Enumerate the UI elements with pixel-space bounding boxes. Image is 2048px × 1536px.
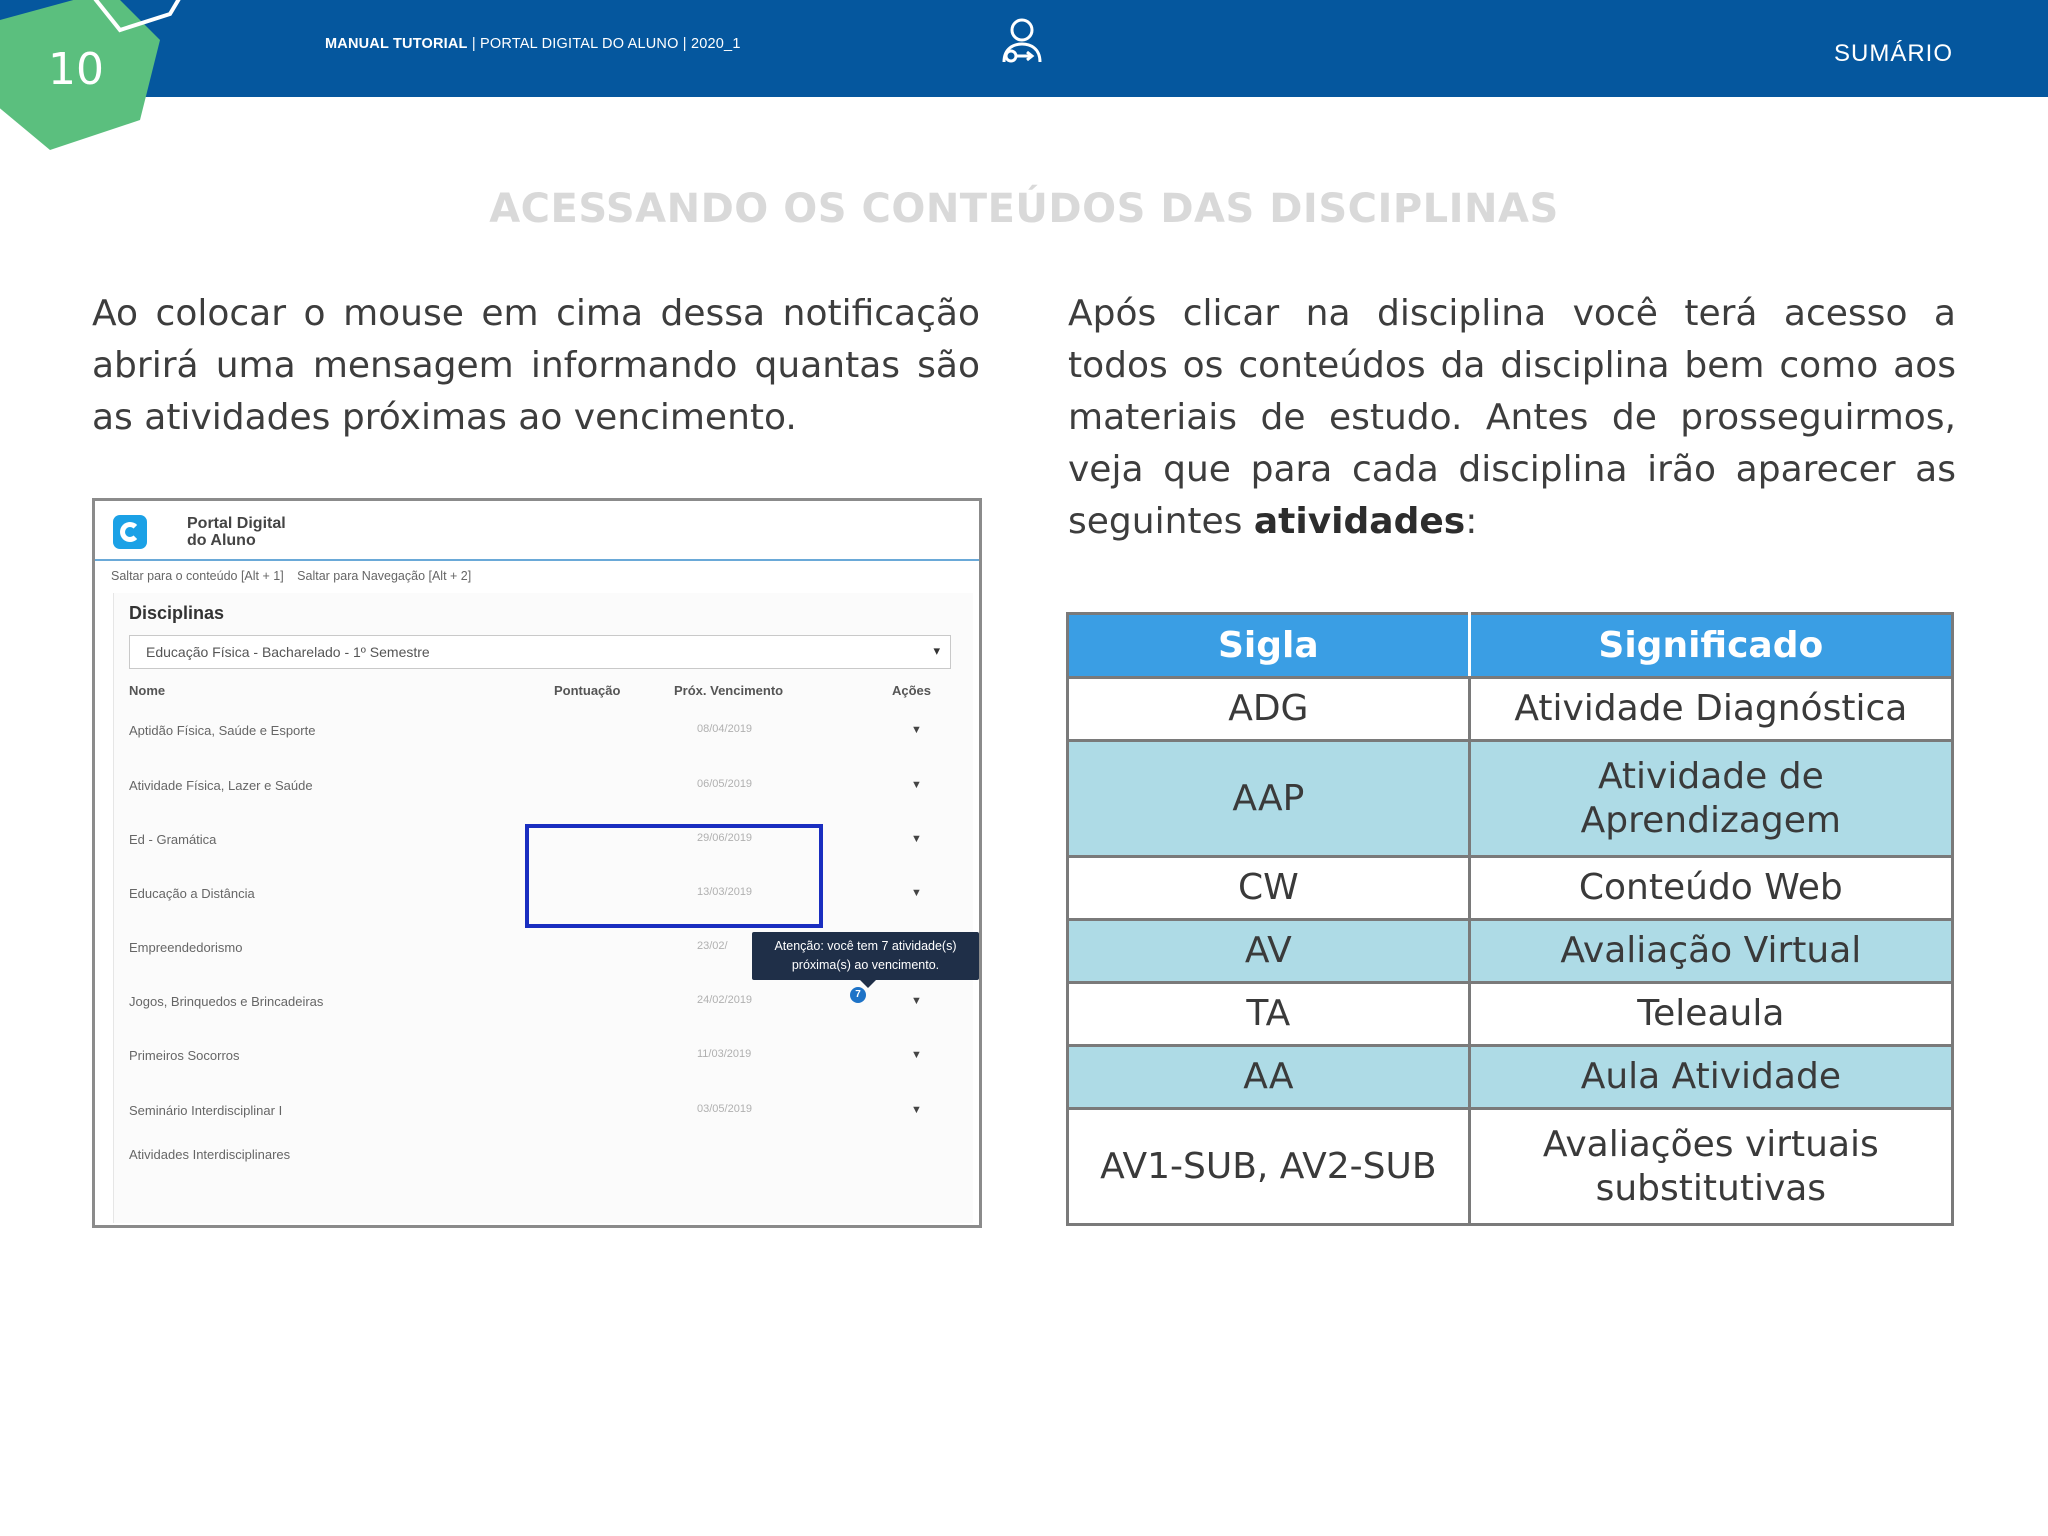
sigla-cell: ADG bbox=[1068, 678, 1470, 741]
col-acoes: Ações bbox=[892, 683, 932, 698]
sigla-cell: TA bbox=[1068, 983, 1470, 1046]
significado-cell: Conteúdo Web bbox=[1469, 857, 1952, 920]
significado-cell: Teleaula bbox=[1469, 983, 1952, 1046]
page-title: ACESSANDO OS CONTEÚDOS DAS DISCIPLINAS bbox=[489, 186, 1559, 232]
table-row bbox=[1068, 1046, 1953, 1109]
discipline-row-name[interactable]: Jogos, Brinquedos e Brincadeiras bbox=[129, 994, 324, 1009]
sigla-cell: AV1-SUB, AV2-SUB bbox=[1068, 1109, 1470, 1225]
discipline-row-name[interactable]: Primeiros Socorros bbox=[129, 1048, 240, 1063]
discipline-row-name[interactable]: Ed - Gramática bbox=[129, 832, 217, 847]
table-row bbox=[1068, 741, 1953, 857]
table-row bbox=[1068, 983, 1953, 1046]
portal-brand: Portal Digital do Aluno bbox=[187, 515, 286, 549]
highlight-box bbox=[525, 824, 823, 928]
row-actions-caret-icon[interactable]: ▼ bbox=[911, 833, 922, 845]
discipline-row-date: 03/05/2019 bbox=[697, 1103, 753, 1115]
course-select[interactable]: Educação Física - Bacharelado - 1º Semestre ▾ bbox=[129, 635, 951, 669]
discipline-row-name[interactable]: Seminário Interdisciplinar I bbox=[129, 1103, 283, 1118]
discipline-row-name[interactable]: Empreendedorismo bbox=[129, 940, 243, 955]
col-pontuacao: Pontuação bbox=[554, 683, 621, 698]
col-vencimento: Próx. Vencimento bbox=[674, 683, 784, 698]
skip-nav-link[interactable]: Saltar para Navegação [Alt + 2] bbox=[297, 569, 472, 583]
bold-atividades: atividades bbox=[1253, 501, 1466, 542]
discipline-row-date: 29/06/2019 bbox=[697, 832, 753, 844]
row-actions-caret-icon[interactable]: ▼ bbox=[911, 779, 922, 791]
sigla-cell: AAP bbox=[1068, 741, 1470, 857]
student-user-icon bbox=[994, 14, 1050, 70]
skip-content-link[interactable]: Saltar para o conteúdo [Alt + 1] bbox=[111, 569, 284, 583]
significado-cell: Avaliações virtuais substitutivas bbox=[1469, 1109, 1952, 1225]
discipline-row-name[interactable]: Aptidão Física, Saúde e Esporte bbox=[129, 723, 316, 738]
col-nome: Nome bbox=[129, 683, 166, 698]
table-header-significado: Significado bbox=[1469, 614, 1952, 678]
page-number: 10 bbox=[48, 44, 104, 95]
sigla-cell: AV bbox=[1068, 920, 1470, 983]
significado-cell: Aula Atividade bbox=[1469, 1046, 1952, 1109]
discipline-row-date: 08/04/2019 bbox=[697, 723, 753, 735]
portal-logo-icon bbox=[113, 515, 147, 549]
deadline-notification-badge[interactable]: 7 bbox=[850, 987, 866, 1003]
significado-cell: Atividade Diagnóstica bbox=[1469, 678, 1952, 741]
table-header-sigla: Sigla bbox=[1068, 614, 1470, 678]
discipline-row-date: 23/02/ bbox=[697, 940, 728, 952]
summary-link[interactable]: SUMÁRIO bbox=[1833, 40, 1953, 67]
discipline-row-date: 06/05/2019 bbox=[697, 778, 753, 790]
row-actions-caret-icon[interactable]: ▼ bbox=[911, 887, 922, 899]
table-row bbox=[1068, 920, 1953, 983]
row-actions-caret-icon[interactable]: ▼ bbox=[911, 1104, 922, 1116]
row-actions-caret-icon[interactable]: ▼ bbox=[911, 724, 922, 736]
table-row bbox=[1068, 1109, 1953, 1225]
intro-paragraph-right: Após clicar na disciplina você terá acesso a todos os conteúdos da disciplina bem como aos materiais de estudo. Antes de prosseguirmos, veja que para cada disciplina irão aparecer as seguintes atividades: bbox=[1068, 293, 1956, 542]
skip-links bbox=[111, 569, 481, 583]
sigla-cell: CW bbox=[1068, 857, 1470, 920]
discipline-row-name[interactable]: Atividades Interdisciplinares bbox=[129, 1147, 291, 1162]
deadline-tooltip: Atenção: você tem 7 atividade(s) próxima(s) ao vencimento. bbox=[752, 932, 979, 980]
disciplines-heading: Disciplinas bbox=[129, 603, 225, 623]
discipline-row-date: 13/03/2019 bbox=[697, 886, 753, 898]
activities-table bbox=[1066, 612, 1954, 1226]
significado-cell: Atividade de Aprendizagem bbox=[1469, 741, 1952, 857]
discipline-row-name[interactable]: Atividade Física, Lazer e Saúde bbox=[129, 778, 313, 793]
row-actions-caret-icon[interactable]: ▼ bbox=[911, 995, 922, 1007]
discipline-row-date: 24/02/2019 bbox=[697, 994, 753, 1006]
table-row bbox=[1068, 857, 1953, 920]
header-title: MANUAL TUTORIAL | PORTAL DIGITAL DO ALUNO | 2020_1 bbox=[325, 36, 741, 52]
table-row bbox=[1068, 678, 1953, 741]
sigla-cell: AA bbox=[1068, 1046, 1470, 1109]
intro-paragraph-left: Ao colocar o mouse em cima dessa notificação abrirá uma mensagem informando quantas são as atividades próximas ao vencimento. bbox=[92, 293, 980, 438]
significado-cell: Avaliação Virtual bbox=[1469, 920, 1952, 983]
portal-header bbox=[95, 501, 979, 561]
discipline-row-name[interactable]: Educação a Distância bbox=[129, 886, 255, 901]
discipline-row-date: 11/03/2019 bbox=[697, 1048, 752, 1060]
header-bar bbox=[0, 0, 2048, 97]
row-actions-caret-icon[interactable]: ▼ bbox=[911, 1049, 922, 1061]
